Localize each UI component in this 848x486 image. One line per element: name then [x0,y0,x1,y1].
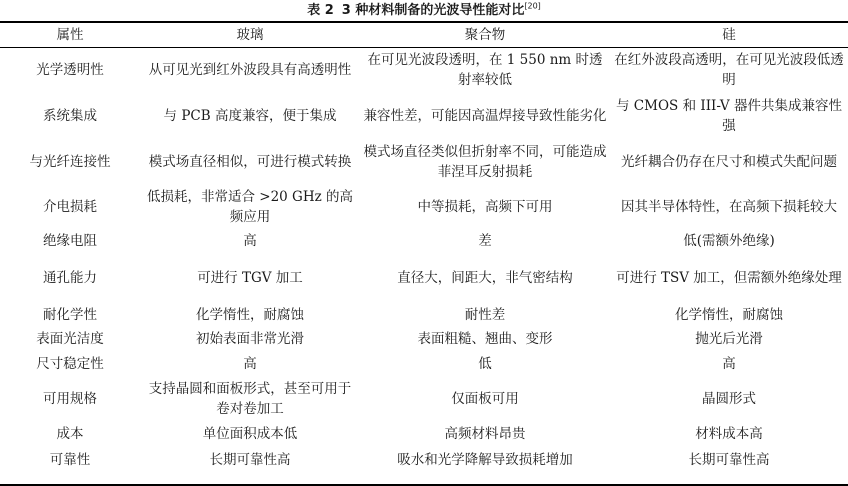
header-row [0,22,848,47]
bottom-rule [0,484,848,486]
table-body [0,47,848,472]
glass-cell: 高 [243,233,257,249]
glass-cell: 长期可靠性高 [209,451,291,468]
row-property-cell: 系统集成 [43,108,97,124]
silicon-cell: 可进行 TSV 加工，但需额外绝缘处理 [616,270,842,286]
silicon-cell: 低(需额外绝缘) [683,233,775,249]
table-row [0,229,848,253]
table-row [0,47,848,93]
silicon-cell: 长期可靠性高 [688,451,770,468]
polymer-cell: 耐性差 [464,307,506,323]
caption-label: 表 2 [307,3,334,18]
glass-cell: 支持晶圆和面板形式，甚至可用于卷对卷加工 [148,381,352,417]
table-row [0,93,848,139]
table-row [0,421,848,447]
glass-cell: 化学惰性，耐腐蚀 [196,307,304,323]
silicon-cell: 晶圆形式 [702,391,756,407]
row-property-cell: 可靠性 [49,451,91,468]
polymer-cell: 兼容性差，可能因高温焊接导致性能劣化 [363,108,607,124]
row-property-cell: 与光纤连接性 [29,154,111,170]
silicon-cell: 化学惰性，耐腐蚀 [675,307,783,323]
silicon-cell: 因其半导体特性，在高频下损耗较大 [621,199,837,215]
silicon-cell: 材料成本高 [695,426,763,442]
glass-cell: 可进行 TGV 加工 [197,270,303,286]
row-property-cell: 可用规格 [43,391,97,407]
header-glass: 玻璃 [236,26,264,43]
table-row [0,447,848,472]
glass-cell: 模式场直径相似，可进行模式转换 [148,154,352,170]
table-row [0,139,848,185]
header-property: 属性 [56,26,84,43]
row-property-cell: 尺寸稳定性 [36,356,104,372]
row-property-cell: 光学透明性 [36,62,104,78]
polymer-cell: 仅面板可用 [451,391,519,407]
polymer-cell: 吸水和光学降解导致损耗增加 [397,451,573,468]
glass-cell: 单位面积成本低 [202,426,298,442]
silicon-cell: 在红外波段高透明，在可见光波段低透明 [614,52,844,88]
polymer-cell: 直径大，间距大，非气密结构 [397,270,573,286]
table-row [0,253,848,303]
polymer-cell: 高频材料昂贵 [444,426,526,442]
row-property-cell: 耐化学性 [43,307,97,323]
glass-cell: 初始表面非常光滑 [196,331,304,347]
glass-cell: 与 PCB 高度兼容，便于集成 [163,108,337,124]
header-silicon: 硅 [722,26,736,43]
header-polymer: 聚合物 [464,26,506,43]
silicon-cell: 抛光后光滑 [695,331,763,347]
glass-cell: 低损耗，非常适合 >20 GHz 的高频应用 [146,189,354,225]
row-property-cell: 绝缘电阻 [43,233,97,249]
row-property-cell: 表面光洁度 [36,331,104,347]
table-caption [0,2,848,20]
silicon-cell: 光纤耦合仍存在尺寸和模式失配问题 [621,154,837,170]
glass-cell: 从可见光到红外波段具有高透明性 [148,62,352,78]
table-row [0,377,848,421]
table-row [0,351,848,377]
polymer-cell: 在可见光波段透明，在 1 550 nm 时透射率较低 [367,52,603,88]
row-property-cell: 成本 [56,426,84,442]
polymer-cell: 低 [478,356,492,372]
glass-cell: 高 [243,356,257,372]
table-row [0,303,848,327]
row-property-cell: 介电损耗 [43,199,97,215]
polymer-cell: 中等损耗，高频下可用 [417,199,553,215]
polymer-cell: 模式场直径类似但折射率不同，可能造成菲涅耳反射损耗 [363,144,607,180]
caption-text: 3 种材料制备的光波导性能对比 [341,3,525,18]
polymer-cell: 表面粗糙、翘曲、变形 [417,331,553,347]
table-row [0,327,848,351]
table-row [0,185,848,229]
comparison-table [0,22,848,472]
caption-reference: [20] [524,1,541,11]
silicon-cell: 与 CMOS 和 III-V 器件共集成兼容性强 [616,98,842,134]
silicon-cell: 高 [722,356,736,372]
row-property-cell: 通孔能力 [43,270,97,286]
polymer-cell: 差 [478,233,492,249]
